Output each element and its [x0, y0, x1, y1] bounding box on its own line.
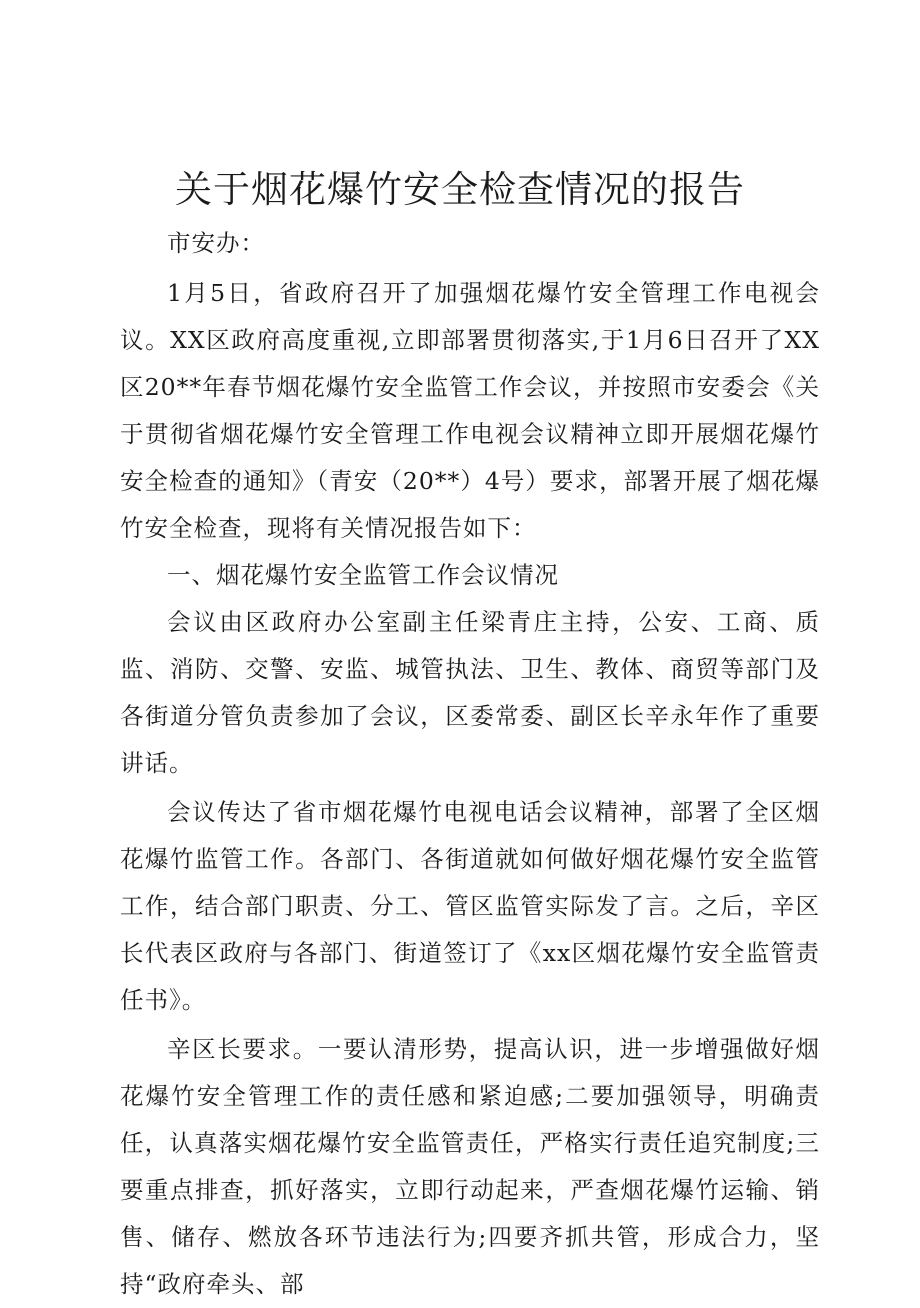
- salutation: 市安办：: [167, 229, 265, 257]
- document-body: [120, 220, 820, 1308]
- document-title: 关于烟花爆竹安全检查情况的报告: [175, 168, 745, 211]
- paragraph-meeting-host: 会议由区政府办公室副主任梁青庄主持，公安、工商、质监、消防、交警、安监、城管执法、卫生、教体、商贸等部门及各街道分管负责参加了会议，区委常委、副区长辛永年作了重要讲话。: [120, 608, 820, 777]
- paragraph-meeting-content: 会议传达了省市烟花爆竹电视电话会议精神，部署了全区烟花爆竹监管工作。各部门、各街道就如何做好烟花爆竹安全监管工作，结合部门职责、分工、管区监管实际发了言。之后，辛区长代表区政府与各部门、街道签订了《xx区烟花爆竹安全监管责任书》。: [120, 798, 820, 1014]
- section-heading-1: 一、烟花爆竹安全监管工作会议情况: [167, 561, 559, 589]
- paragraph-requirements: 辛区长要求。一要认清形势，提高认识，进一步增强做好烟花爆竹安全管理工作的责任感和紧迫感;二要加强领导，明确责任，认真落实烟花爆竹安全监管责任，严格实行责任追究制度;三要重点排查，抓好落实，立即行动起来，严查烟花爆竹运输、销售、储存、燃放各环节违法行为;四要齐抓共管，形成合力，坚持“政府牵头、部: [120, 1035, 820, 1298]
- paragraph-intro: 1月5日，省政府召开了加强烟花爆竹安全管理工作电视会议。XX区政府高度重视,立即部署贯彻落实,于1月6日召开了XX区20**年春节烟花爆竹安全监管工作会议，并按照市安委会《关于贯彻省烟花爆竹安全管理工作电视会议精神立即开展烟花爆竹安全检查的通知》（青安（20**）4号）要求，部署开展了烟花爆竹安全检查，现将有关情况报告如下：: [120, 279, 820, 542]
